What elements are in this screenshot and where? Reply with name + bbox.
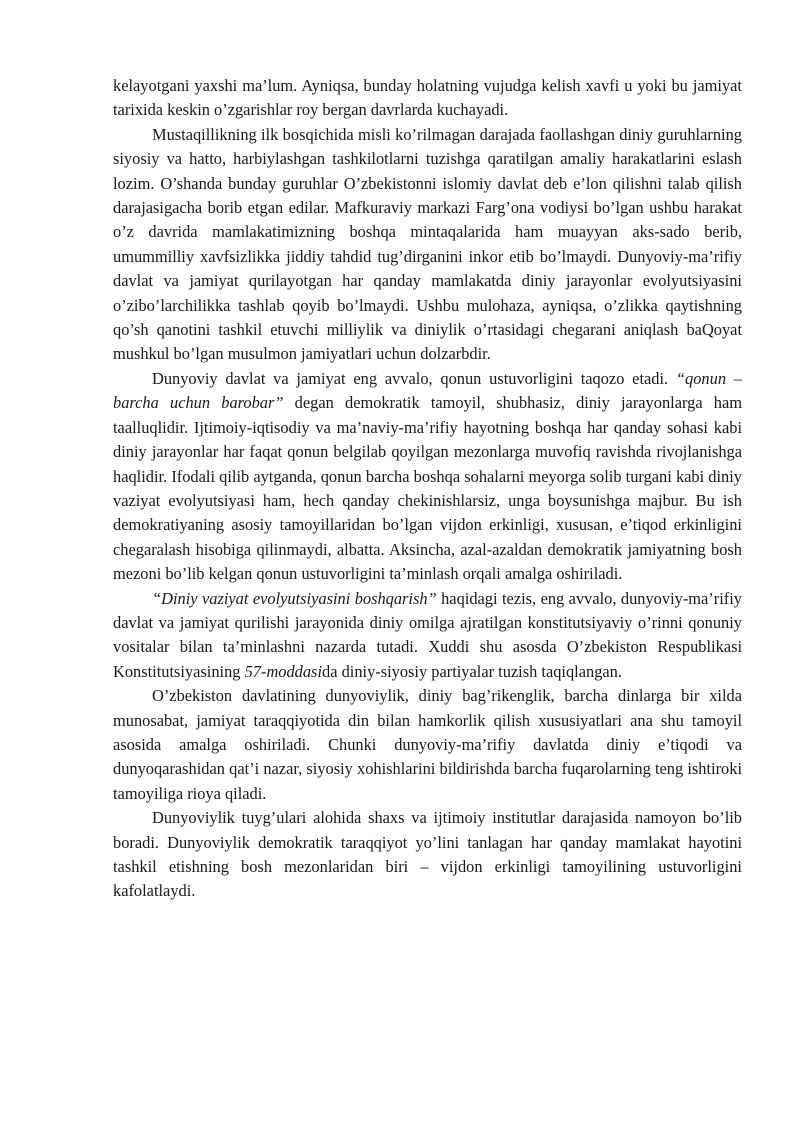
paragraph-4 bbox=[113, 587, 742, 685]
paragraph-6 bbox=[113, 806, 742, 904]
paragraph-5 bbox=[113, 684, 742, 806]
paragraph-4-article-ref: 57-moddasi bbox=[244, 661, 322, 681]
paragraph-3-text-a: Dunyoviy davlat va jamiyat eng avvalo, qonun ustuvorligini taqozo etadi. bbox=[152, 368, 676, 388]
document-page bbox=[113, 74, 742, 904]
paragraph-4-quote: “Diniy vaziyat evolyutsiyasini boshqarish” bbox=[152, 588, 437, 608]
paragraph-3-quote: “qonun – barcha uchun barobar” bbox=[113, 368, 742, 413]
paragraph-5-text: O’zbekiston davlatining dunyoviylik, diniy bag’rikenglik, barcha dinlarga bir xilda munosabat, jamiyat taraqqiyotida din bilan hamkorlik qilish xususiyatlari ana shu tamoyil asosida amalga oshiriladi. Chunki dunyoviy-ma’rifiy davlatda diniy e’tiqodi va dunyoqarashidan qat’i nazar, siyosiy xohishlarini bildirishda barcha fuqarolarning teng ishtiroki tamoyiliga rioya qiladi. bbox=[113, 686, 742, 803]
paragraph-6-text: Dunyoviylik tuyg’ulari alohida shaxs va ijtimoiy institutlar darajasida namoyon bo’lib boradi. Dunyoviylik demokratik taraqqiyot yo’lini tanlagan har qanday mamlakat hayotini tashkil etishning bosh mezonlaridan biri – vijdon erkinligi tamoyilining ustuvorligini kafolatlaydi. bbox=[113, 808, 742, 901]
paragraph-3 bbox=[113, 367, 742, 587]
paragraph-2 bbox=[113, 123, 742, 367]
paragraph-1 bbox=[113, 74, 742, 123]
paragraph-1-text: kelayotgani yaxshi ma’lum. Ayniqsa, bunday holatning vujudga kelish xavfi u yoki bu jamiyat tarixida keskin o’zgarishlar roy bergan davrlarda kuchayadi. bbox=[113, 76, 742, 120]
paragraph-3-text-b: degan demokratik tamoyil, shubhasiz, diniy jarayonlarga ham taalluqlidir. Ijtimoiy-iqtisodiy va ma’naviy-ma’rifiy hayotning boshqa har qanday sohasi kabi diniy jarayonlar har faqat qonun belgilab qoyilgan mezonlarga muvofiq ravishda rivojlanishga haqlidir. Ifodali qilib aytganda, qonun barcha boshqa sohalarni meyorga solib turgani kabi diniy vaziyat evolyutsiyasi ham, hech qanday chekinishlarsiz, unga boysunishga majbur. Bu ish demokratiyaning asosiy tamoyillaridan bo’lgan vijdon erkinligi, xususan, e’tiqod erkinligini chegaralash hisobiga qilinmaydi, albatta. Aksincha, azal-azaldan demokratik jamiyatning bosh mezoni bo’lib kelgan qonun ustuvorligini ta’minlash orqali amalga oshiriladi. bbox=[113, 393, 742, 584]
paragraph-4-text-b: da diniy-siyosiy partiyalar tuzish taqiqlangan. bbox=[322, 661, 622, 681]
paragraph-4-text-a: haqidagi tezis, eng avvalo, dunyoviy-ma’rifiy davlat va jamiyat qurilishi jarayonida diniy omilga ajratilgan konstitutsiyaviy o’rinni qonuniy vositalar bilan ta’minlashni nazarda tutadi. Xuddi shu asosda O’zbekiston Respublikasi Konstitutsiyasining bbox=[113, 588, 742, 681]
paragraph-2-text: Mustaqillikning ilk bosqichida misli ko’rilmagan darajada faollashgan diniy guruhlarning siyosiy va hatto, harbiylashgan tashkilotlarni tuzishga qaratilgan amaliy harakatlarini eslash lozim. O’shanda bunday guruhlar O’zbekistonni islomiy davlat deb e’lon qilishni talab qilish darajasigacha borib etgan edilar. Mafkuraviy markazi Farg’ona vodiysi bo’lgan ushbu harakat o’z davrida mamlakatimizning boshqa mintaqalarida ham muayyan aks-sado berib, umummilliy xavfsizlikka jiddiy tahdid tug’dirganini inkor etib bo’lmaydi. Dunyoviy-ma’rifiy davlat va jamiyat qurilayotgan har qanday mamlakatda diniy jarayonlar evolyutsiyasini o’zibo’larchilikka tashlab qoyib bo’lmaydi. Ushbu mulohaza, ayniqsa, o’zlikka qaytishning qo’sh qanotini tashkil etuvchi milliylik va diniylik o’rtasidagi chegarani aniqlash baQoyat mushkul bo’lgan musulmon jamiyatlari uchun dolzarbdir. bbox=[113, 124, 742, 364]
